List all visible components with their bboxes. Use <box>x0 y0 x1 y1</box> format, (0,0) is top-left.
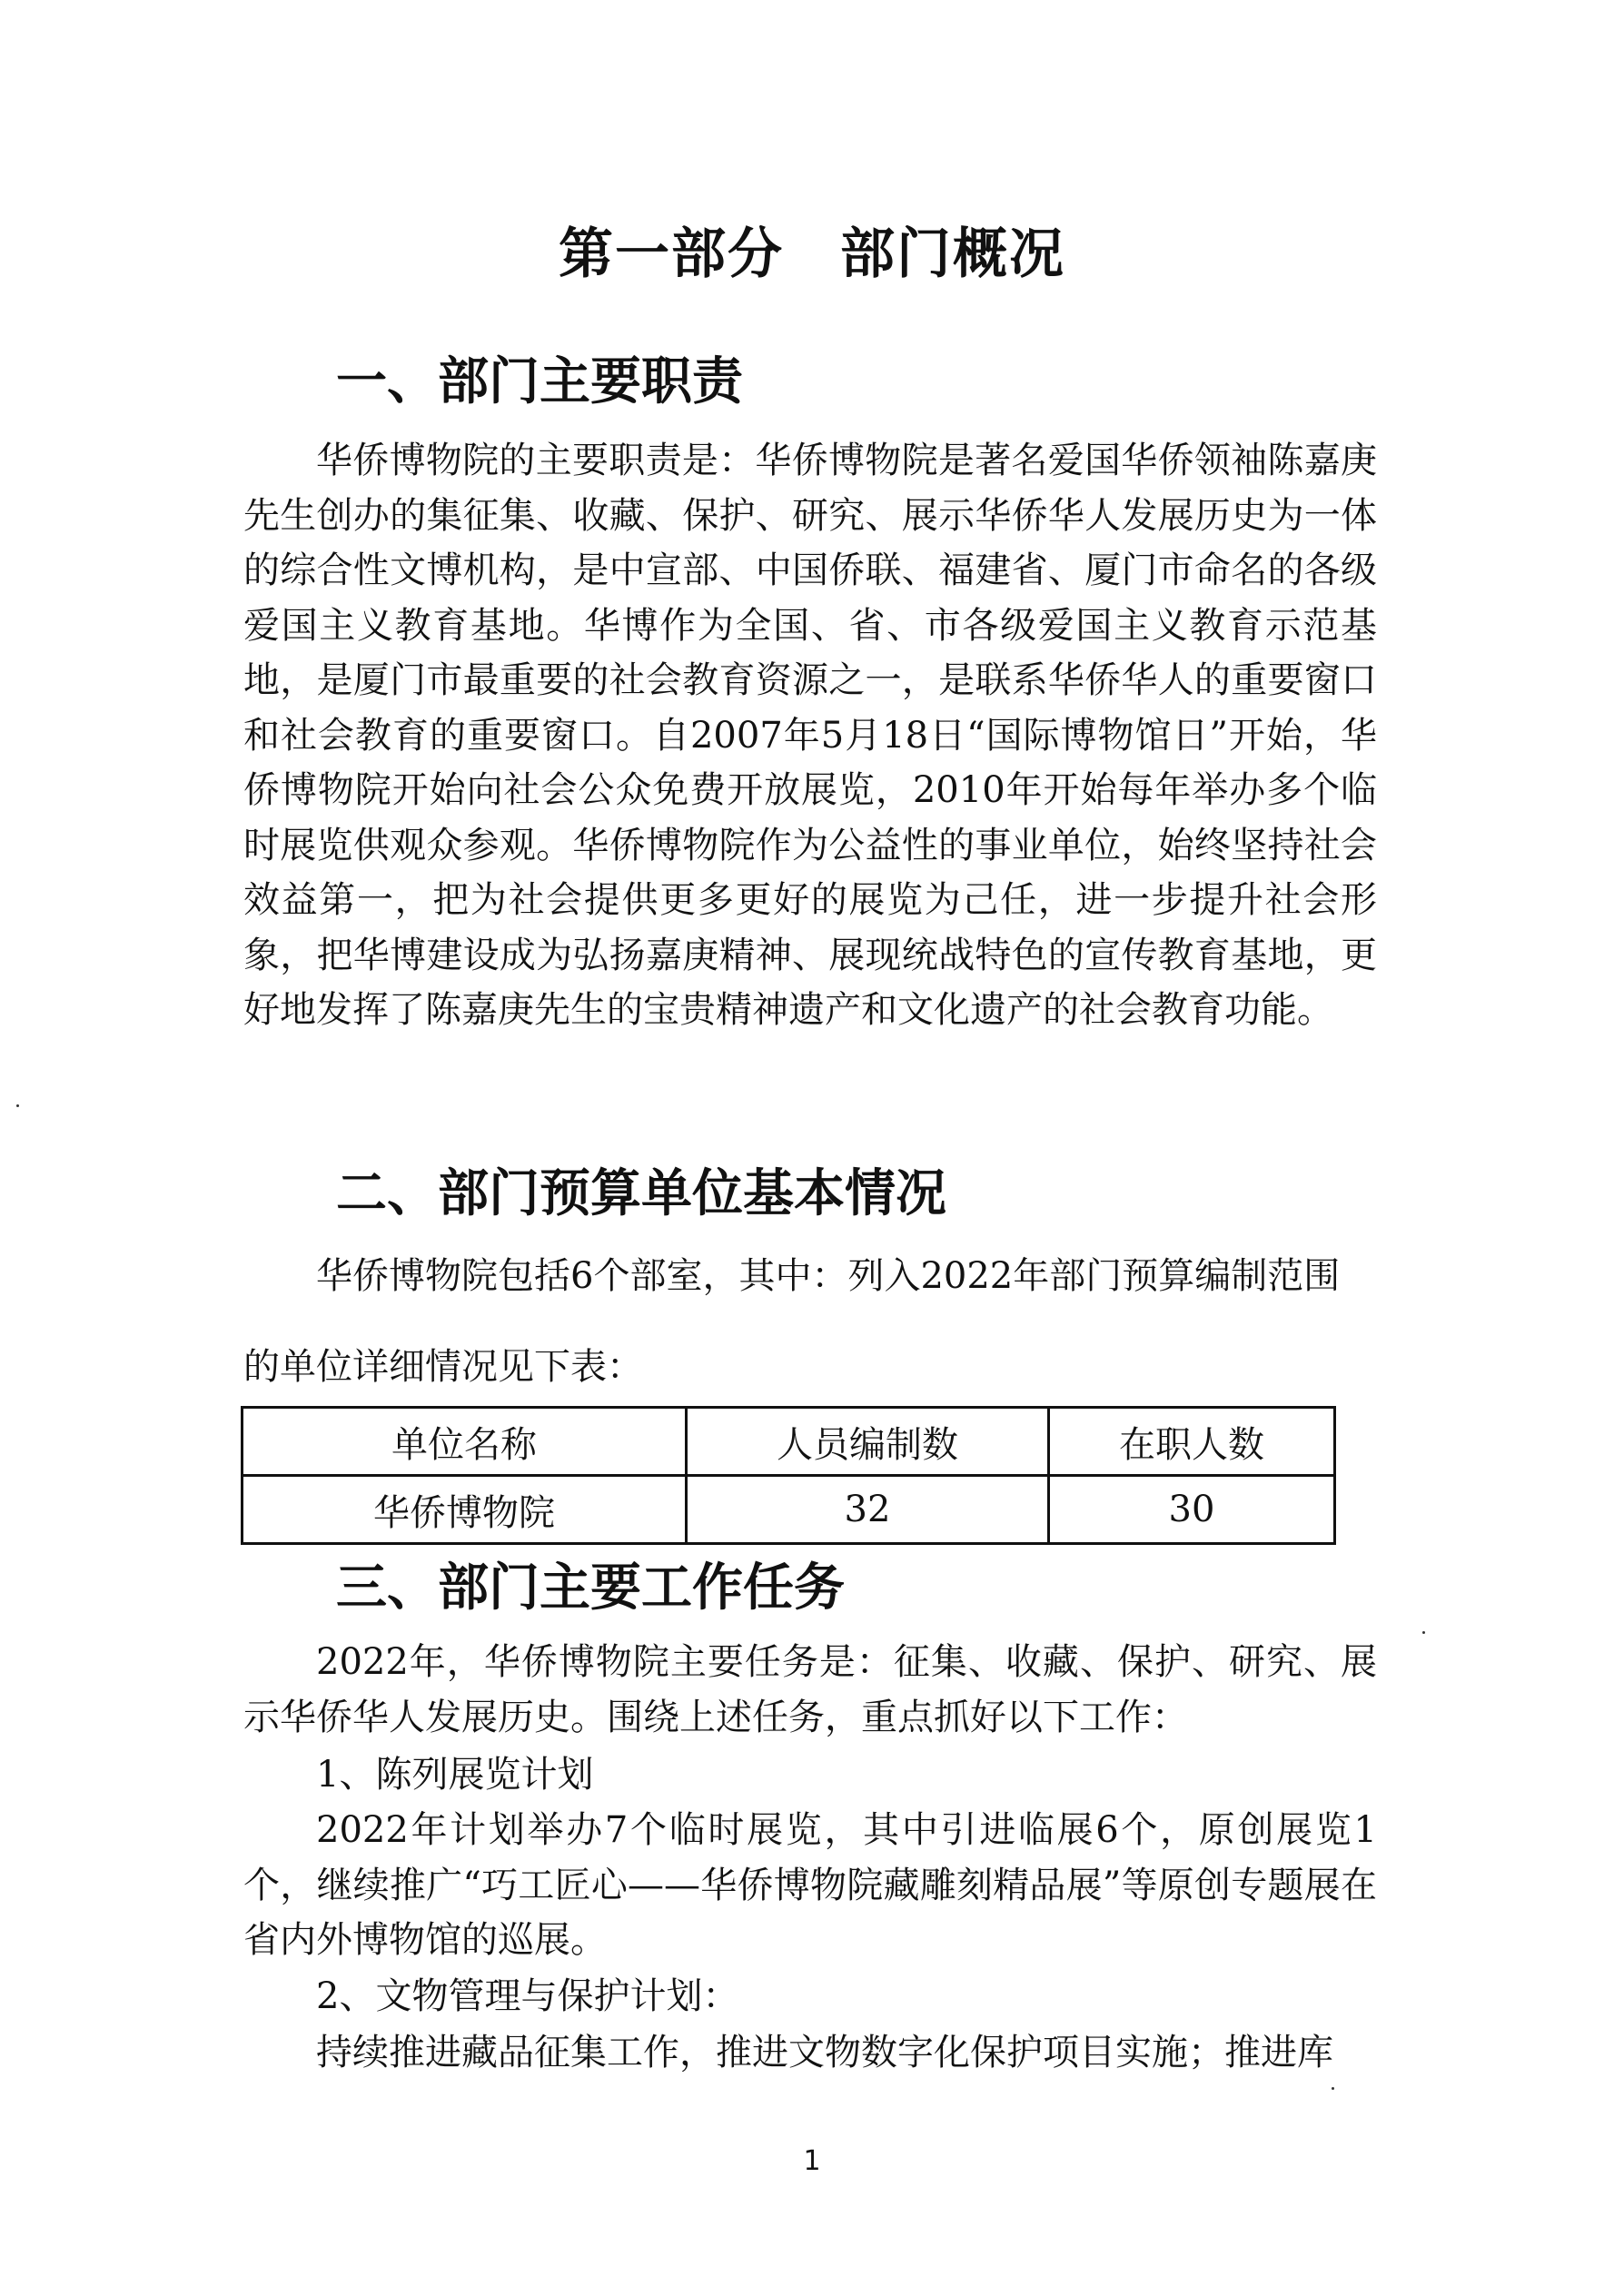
table-cell-current-staff: 30 <box>1049 1476 1335 1544</box>
table-cell-staff-quota: 32 <box>687 1476 1049 1544</box>
work-item-1-title: 1、陈列展览计划 <box>316 1754 594 1796</box>
section-heading-1: 一、部门主要职责 <box>336 352 743 411</box>
section-heading-2: 二、部门预算单位基本情况 <box>336 1164 946 1223</box>
work-item-2-text: 持续推进藏品征集工作，推进文物数字化保护项目实施；推进库 <box>316 2032 1333 2073</box>
table-header-cell: 在职人数 <box>1049 1408 1335 1476</box>
section-2-line-2: 的单位详细情况见下表： <box>243 1346 643 1388</box>
page-number: 1 <box>803 2145 821 2177</box>
scan-speck <box>16 1104 19 1107</box>
section-heading-3: 三、部门主要工作任务 <box>336 1559 845 1618</box>
table-cell-unit-name: 华侨博物院 <box>243 1476 687 1544</box>
section-2-line-1: 华侨博物院包括6个部室，其中：列入2022年部门预算编制范围 <box>316 1255 1341 1297</box>
section-3-paragraph: 2022年，华侨博物院主要任务是：征集、收藏、保护、研究、展示华侨华人发展历史。围绕上述任务，重点抓好以下工作： <box>243 1641 1377 1738</box>
document-title: 第一部分 部门概况 <box>559 223 1065 286</box>
table-header-cell: 单位名称 <box>243 1408 687 1476</box>
table-header-row <box>243 1408 1335 1476</box>
scan-speck <box>1422 1631 1425 1634</box>
work-item-2-title: 2、文物管理与保护计划： <box>316 1975 739 2017</box>
section-1-paragraph: 华侨博物院的主要职责是：华侨博物院是著名爱国华侨领袖陈嘉庚先生创办的集征集、收藏、保护、研究、展示华侨华人发展历史为一体的综合性文博机构，是中宣部、中国侨联、福建省、厦门市命名的各级爱国主义教育基地。华博作为全国、省、市各级爱国主义教育示范基地，是厦门市最重要的社会教育资源之一，是联系华侨华人的重要窗口和社会教育的重要窗口。自2007年5月18日“国际博物馆日”开始，华侨博物院开始向社会公众免费开放展览，2010年开始每年举办多个临时展览供观众参观。华侨博物院作为公益性的事业单位，始终坚持社会效益第一，把为社会提供更多更好的展览为己任，进一步提升社会形象，把华博建设成为弘扬嘉庚精神、展现统战特色的宣传教育基地，更好地发挥了陈嘉庚先生的宝贵精神遗产和文化遗产的社会教育功能。 <box>243 440 1377 1031</box>
scan-speck <box>1332 2087 1334 2090</box>
table-header-cell: 人员编制数 <box>687 1408 1049 1476</box>
work-item-1-text: 2022年计划举办7个临时展览，其中引进临展6个，原创展览1个，继续推广“巧工匠心——华侨博物院藏雕刻精品展”等原创专题展在省内外博物馆的巡展。 <box>243 1809 1377 1961</box>
table-row <box>243 1476 1335 1544</box>
budget-units-table <box>241 1406 1336 1545</box>
